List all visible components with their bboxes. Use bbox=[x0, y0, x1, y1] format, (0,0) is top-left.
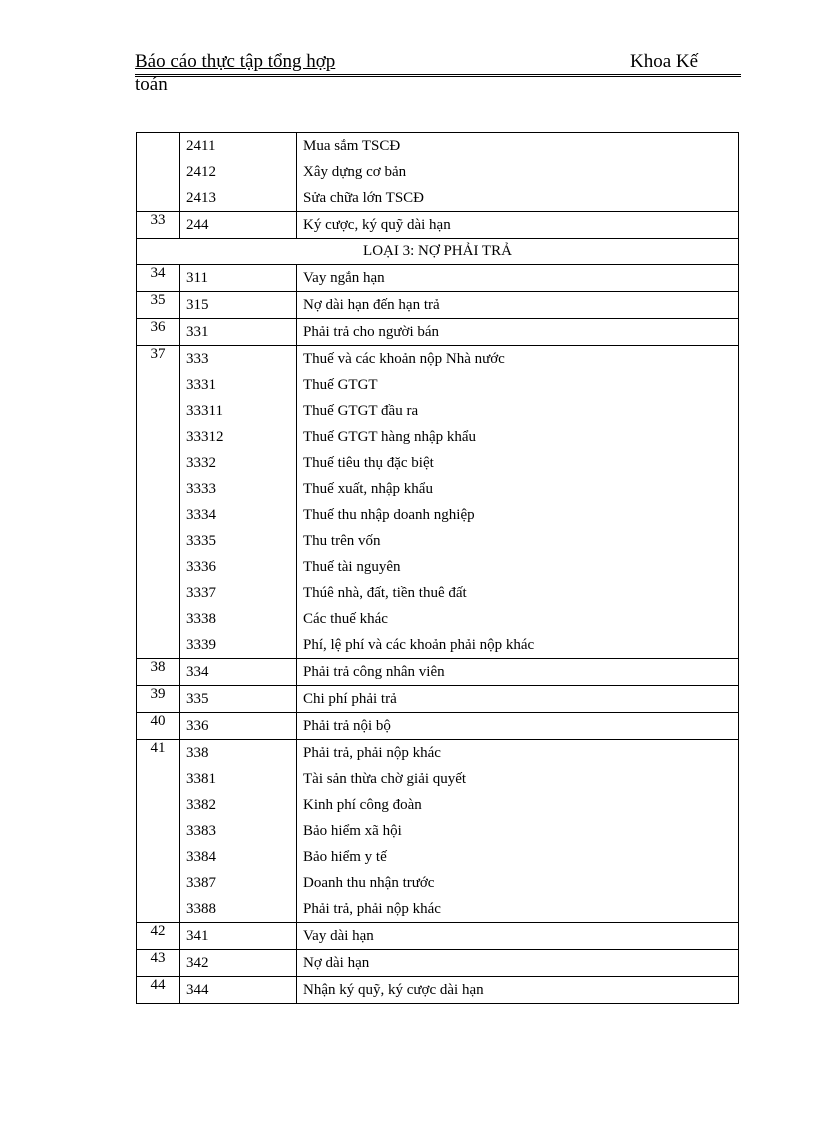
account-name-cell bbox=[297, 977, 739, 1004]
account-code: 33312 bbox=[186, 429, 224, 445]
account-name-cell bbox=[297, 346, 739, 659]
account-code: 336 bbox=[186, 718, 209, 734]
account-code: 3338 bbox=[186, 611, 216, 627]
account-name: Ký cược, ký quỹ dài hạn bbox=[303, 217, 451, 233]
account-name: Thuế tài nguyên bbox=[303, 559, 401, 575]
account-code: 3387 bbox=[186, 875, 216, 891]
account-row bbox=[137, 133, 739, 212]
page-header bbox=[135, 50, 741, 77]
account-name: Thuế GTGT hàng nhập khẩu bbox=[303, 429, 477, 445]
section-heading: LOẠI 3: NỢ PHẢI TRẢ bbox=[137, 239, 739, 265]
account-code: 3334 bbox=[186, 507, 216, 523]
account-code: 3331 bbox=[186, 377, 216, 393]
account-row bbox=[137, 713, 739, 740]
account-name: Phải trả cho người bán bbox=[303, 324, 440, 340]
account-name: Nợ dài hạn đến hạn trả bbox=[303, 297, 440, 313]
account-code: 341 bbox=[186, 928, 209, 944]
account-code: 3382 bbox=[186, 797, 216, 813]
account-code-cell bbox=[180, 319, 297, 346]
account-code: 311 bbox=[186, 270, 208, 286]
account-name: Kinh phí công đoàn bbox=[303, 797, 422, 813]
account-row bbox=[137, 292, 739, 319]
account-code-cell bbox=[180, 265, 297, 292]
account-code-cell bbox=[180, 133, 297, 212]
account-name: Phải trả, phải nộp khác bbox=[303, 745, 441, 761]
account-code-cell bbox=[180, 212, 297, 239]
row-number: 35 bbox=[137, 292, 180, 319]
account-code: 2413 bbox=[186, 190, 216, 206]
account-name: Chi phí phải trả bbox=[303, 691, 397, 707]
row-number: 40 bbox=[137, 713, 180, 740]
account-code: 3336 bbox=[186, 559, 216, 575]
row-number: 44 bbox=[137, 977, 180, 1004]
row-number: 37 bbox=[137, 346, 180, 659]
account-name: Vay dài hạn bbox=[303, 928, 374, 944]
account-code: 333 bbox=[186, 351, 209, 367]
report-title: Báo cáo thực tập tổng hợp bbox=[135, 51, 336, 72]
account-name-cell bbox=[297, 686, 739, 713]
account-table bbox=[136, 132, 739, 1004]
row-number: 34 bbox=[137, 265, 180, 292]
account-code: 3384 bbox=[186, 849, 216, 865]
account-code: 334 bbox=[186, 664, 209, 680]
account-code: 3388 bbox=[186, 901, 216, 917]
account-row bbox=[137, 950, 739, 977]
account-name: Xây dựng cơ bản bbox=[303, 164, 407, 180]
section-row bbox=[137, 239, 739, 265]
account-row bbox=[137, 319, 739, 346]
account-name: Phải trả, phải nộp khác bbox=[303, 901, 441, 917]
row-number: 43 bbox=[137, 950, 180, 977]
account-row bbox=[137, 212, 739, 239]
account-code: 338 bbox=[186, 745, 209, 761]
account-code: 3333 bbox=[186, 481, 216, 497]
account-code: 3381 bbox=[186, 771, 216, 787]
row-number bbox=[137, 133, 180, 212]
row-number: 36 bbox=[137, 319, 180, 346]
account-code: 344 bbox=[186, 982, 209, 998]
account-code-cell bbox=[180, 713, 297, 740]
account-code: 315 bbox=[186, 297, 209, 313]
account-name: Thuế và các khoản nộp Nhà nước bbox=[303, 351, 505, 367]
account-table-body bbox=[137, 133, 739, 1004]
account-code: 2412 bbox=[186, 164, 216, 180]
account-name-cell bbox=[297, 740, 739, 923]
account-name-cell bbox=[297, 133, 739, 212]
account-name: Vay ngắn hạn bbox=[303, 270, 385, 286]
account-code-cell bbox=[180, 292, 297, 319]
account-row bbox=[137, 659, 739, 686]
row-number: 41 bbox=[137, 740, 180, 923]
account-name-cell bbox=[297, 319, 739, 346]
account-code: 335 bbox=[186, 691, 209, 707]
account-name-cell bbox=[297, 713, 739, 740]
account-name-cell bbox=[297, 212, 739, 239]
account-code: 244 bbox=[186, 217, 209, 233]
account-name: Nhận ký quỹ, ký cược dài hạn bbox=[303, 982, 484, 998]
row-number: 33 bbox=[137, 212, 180, 239]
account-code: 3383 bbox=[186, 823, 216, 839]
account-name: Phải trả công nhân viên bbox=[303, 664, 445, 680]
account-code-cell bbox=[180, 923, 297, 950]
account-row bbox=[137, 923, 739, 950]
account-name: Doanh thu nhận trước bbox=[303, 875, 435, 891]
account-name-cell bbox=[297, 265, 739, 292]
account-name: Thuế thu nhập doanh nghiệp bbox=[303, 507, 475, 523]
account-name: Thuế GTGT bbox=[303, 377, 378, 393]
account-row bbox=[137, 740, 739, 923]
account-code: 3335 bbox=[186, 533, 216, 549]
account-row bbox=[137, 265, 739, 292]
account-name: Thúê nhà, đất, tiền thuê đất bbox=[303, 585, 467, 601]
account-row bbox=[137, 346, 739, 659]
account-name: Bảo hiểm xã hội bbox=[303, 823, 402, 839]
account-row bbox=[137, 977, 739, 1004]
account-name-cell bbox=[297, 923, 739, 950]
account-name: Thuế tiêu thụ đặc biệt bbox=[303, 455, 434, 471]
department-label: Khoa Kế bbox=[630, 51, 699, 72]
account-name-cell bbox=[297, 659, 739, 686]
account-name: Nợ dài hạn bbox=[303, 955, 370, 971]
account-code: 3339 bbox=[186, 637, 216, 653]
row-number: 42 bbox=[137, 923, 180, 950]
account-code: 3332 bbox=[186, 455, 216, 471]
account-name: Mua sắm TSCĐ bbox=[303, 138, 401, 154]
department-label-wrap: toán bbox=[135, 74, 168, 95]
account-name: Tài sản thừa chờ giải quyết bbox=[303, 771, 467, 787]
account-name: Sửa chữa lớn TSCĐ bbox=[303, 190, 424, 206]
account-name-cell bbox=[297, 950, 739, 977]
account-name: Phải trả nội bộ bbox=[303, 718, 391, 734]
account-name: Các thuế khác bbox=[303, 611, 388, 627]
account-name-cell bbox=[297, 292, 739, 319]
account-code-cell bbox=[180, 740, 297, 923]
account-code: 342 bbox=[186, 955, 209, 971]
account-code-cell bbox=[180, 977, 297, 1004]
row-number: 39 bbox=[137, 686, 180, 713]
row-number: 38 bbox=[137, 659, 180, 686]
account-name: Bảo hiểm y tế bbox=[303, 849, 387, 865]
account-code: 331 bbox=[186, 324, 209, 340]
account-code-cell bbox=[180, 659, 297, 686]
account-name: Phí, lệ phí và các khoản phải nộp khác bbox=[303, 637, 535, 653]
account-code: 33311 bbox=[186, 403, 223, 419]
account-row bbox=[137, 686, 739, 713]
account-name: Thuế GTGT đầu ra bbox=[303, 403, 419, 419]
account-name: Thuế xuất, nhập khẩu bbox=[303, 481, 433, 497]
account-code-cell bbox=[180, 686, 297, 713]
account-code: 3337 bbox=[186, 585, 216, 601]
account-code-cell bbox=[180, 346, 297, 659]
account-code: 2411 bbox=[186, 138, 216, 154]
account-name: Thu trên vốn bbox=[303, 533, 381, 549]
account-code-cell bbox=[180, 950, 297, 977]
